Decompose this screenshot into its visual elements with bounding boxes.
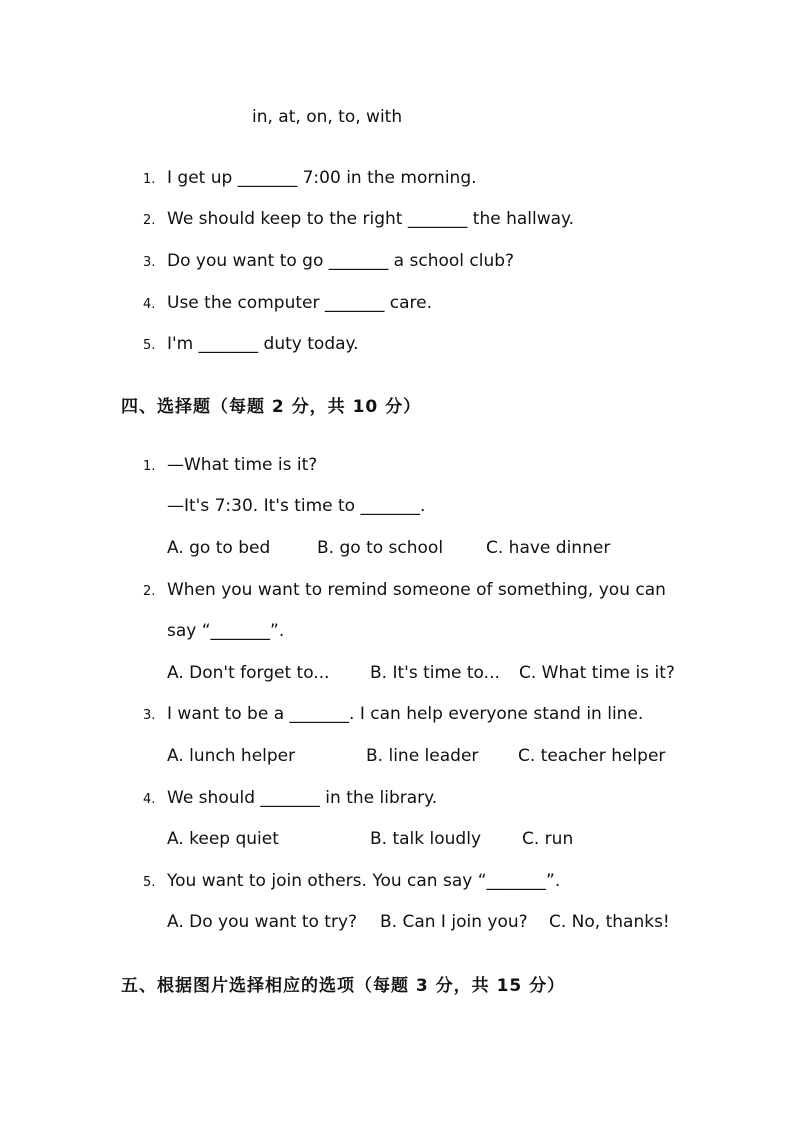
question-number: 1. (143, 459, 156, 474)
option-c: C. No, thanks! (549, 912, 670, 932)
fill-item-number: 4. (143, 297, 156, 312)
option-c: C. have dinner (486, 538, 611, 558)
option-b: B. line leader (366, 746, 479, 766)
question-text: say “_______”. (167, 621, 285, 641)
word-bank: in, at, on, to, with (252, 107, 403, 127)
question-text: —What time is it? (167, 455, 318, 475)
question-number: 2. (143, 584, 156, 599)
option-a: A. go to bed (167, 538, 271, 558)
question-text: When you want to remind someone of something, you can (167, 580, 666, 600)
option-b: B. talk loudly (370, 829, 481, 849)
question-text: You want to join others. You can say “_______”. (167, 871, 561, 891)
section-heading: 四、选择题（每题 2 分，共 10 分） (121, 397, 422, 417)
fill-item-text: We should keep to the right _______ the hallway. (167, 209, 575, 229)
question-text: —It's 7:30. It's time to _______. (167, 496, 426, 516)
question-number: 4. (143, 792, 156, 807)
question-number: 5. (143, 875, 156, 890)
fill-item-text: Use the computer _______ care. (167, 293, 433, 313)
fill-item-text: I get up _______ 7:00 in the morning. (167, 168, 477, 188)
option-c: C. run (522, 829, 574, 849)
fill-item-number: 1. (143, 172, 156, 187)
option-a: A. Do you want to try? (167, 912, 358, 932)
fill-item-text: Do you want to go _______ a school club? (167, 251, 515, 271)
question-number: 3. (143, 708, 156, 723)
option-b: B. Can I join you? (380, 912, 528, 932)
question-text: I want to be a _______. I can help everyone stand in line. (167, 704, 644, 724)
option-b: B. go to school (317, 538, 444, 558)
question-text: We should _______ in the library. (167, 788, 438, 808)
option-b: B. It's time to... (370, 663, 500, 683)
section-heading: 五、根据图片选择相应的选项（每题 3 分，共 15 分） (121, 976, 566, 996)
option-c: C. What time is it? (519, 663, 675, 683)
fill-item-text: I'm _______ duty today. (167, 334, 359, 354)
fill-item-number: 3. (143, 255, 156, 270)
fill-item-number: 2. (143, 213, 156, 228)
option-c: C. teacher helper (518, 746, 666, 766)
fill-item-number: 5. (143, 338, 156, 353)
option-a: A. Don't forget to... (167, 663, 330, 683)
option-a: A. keep quiet (167, 829, 279, 849)
option-a: A. lunch helper (167, 746, 296, 766)
